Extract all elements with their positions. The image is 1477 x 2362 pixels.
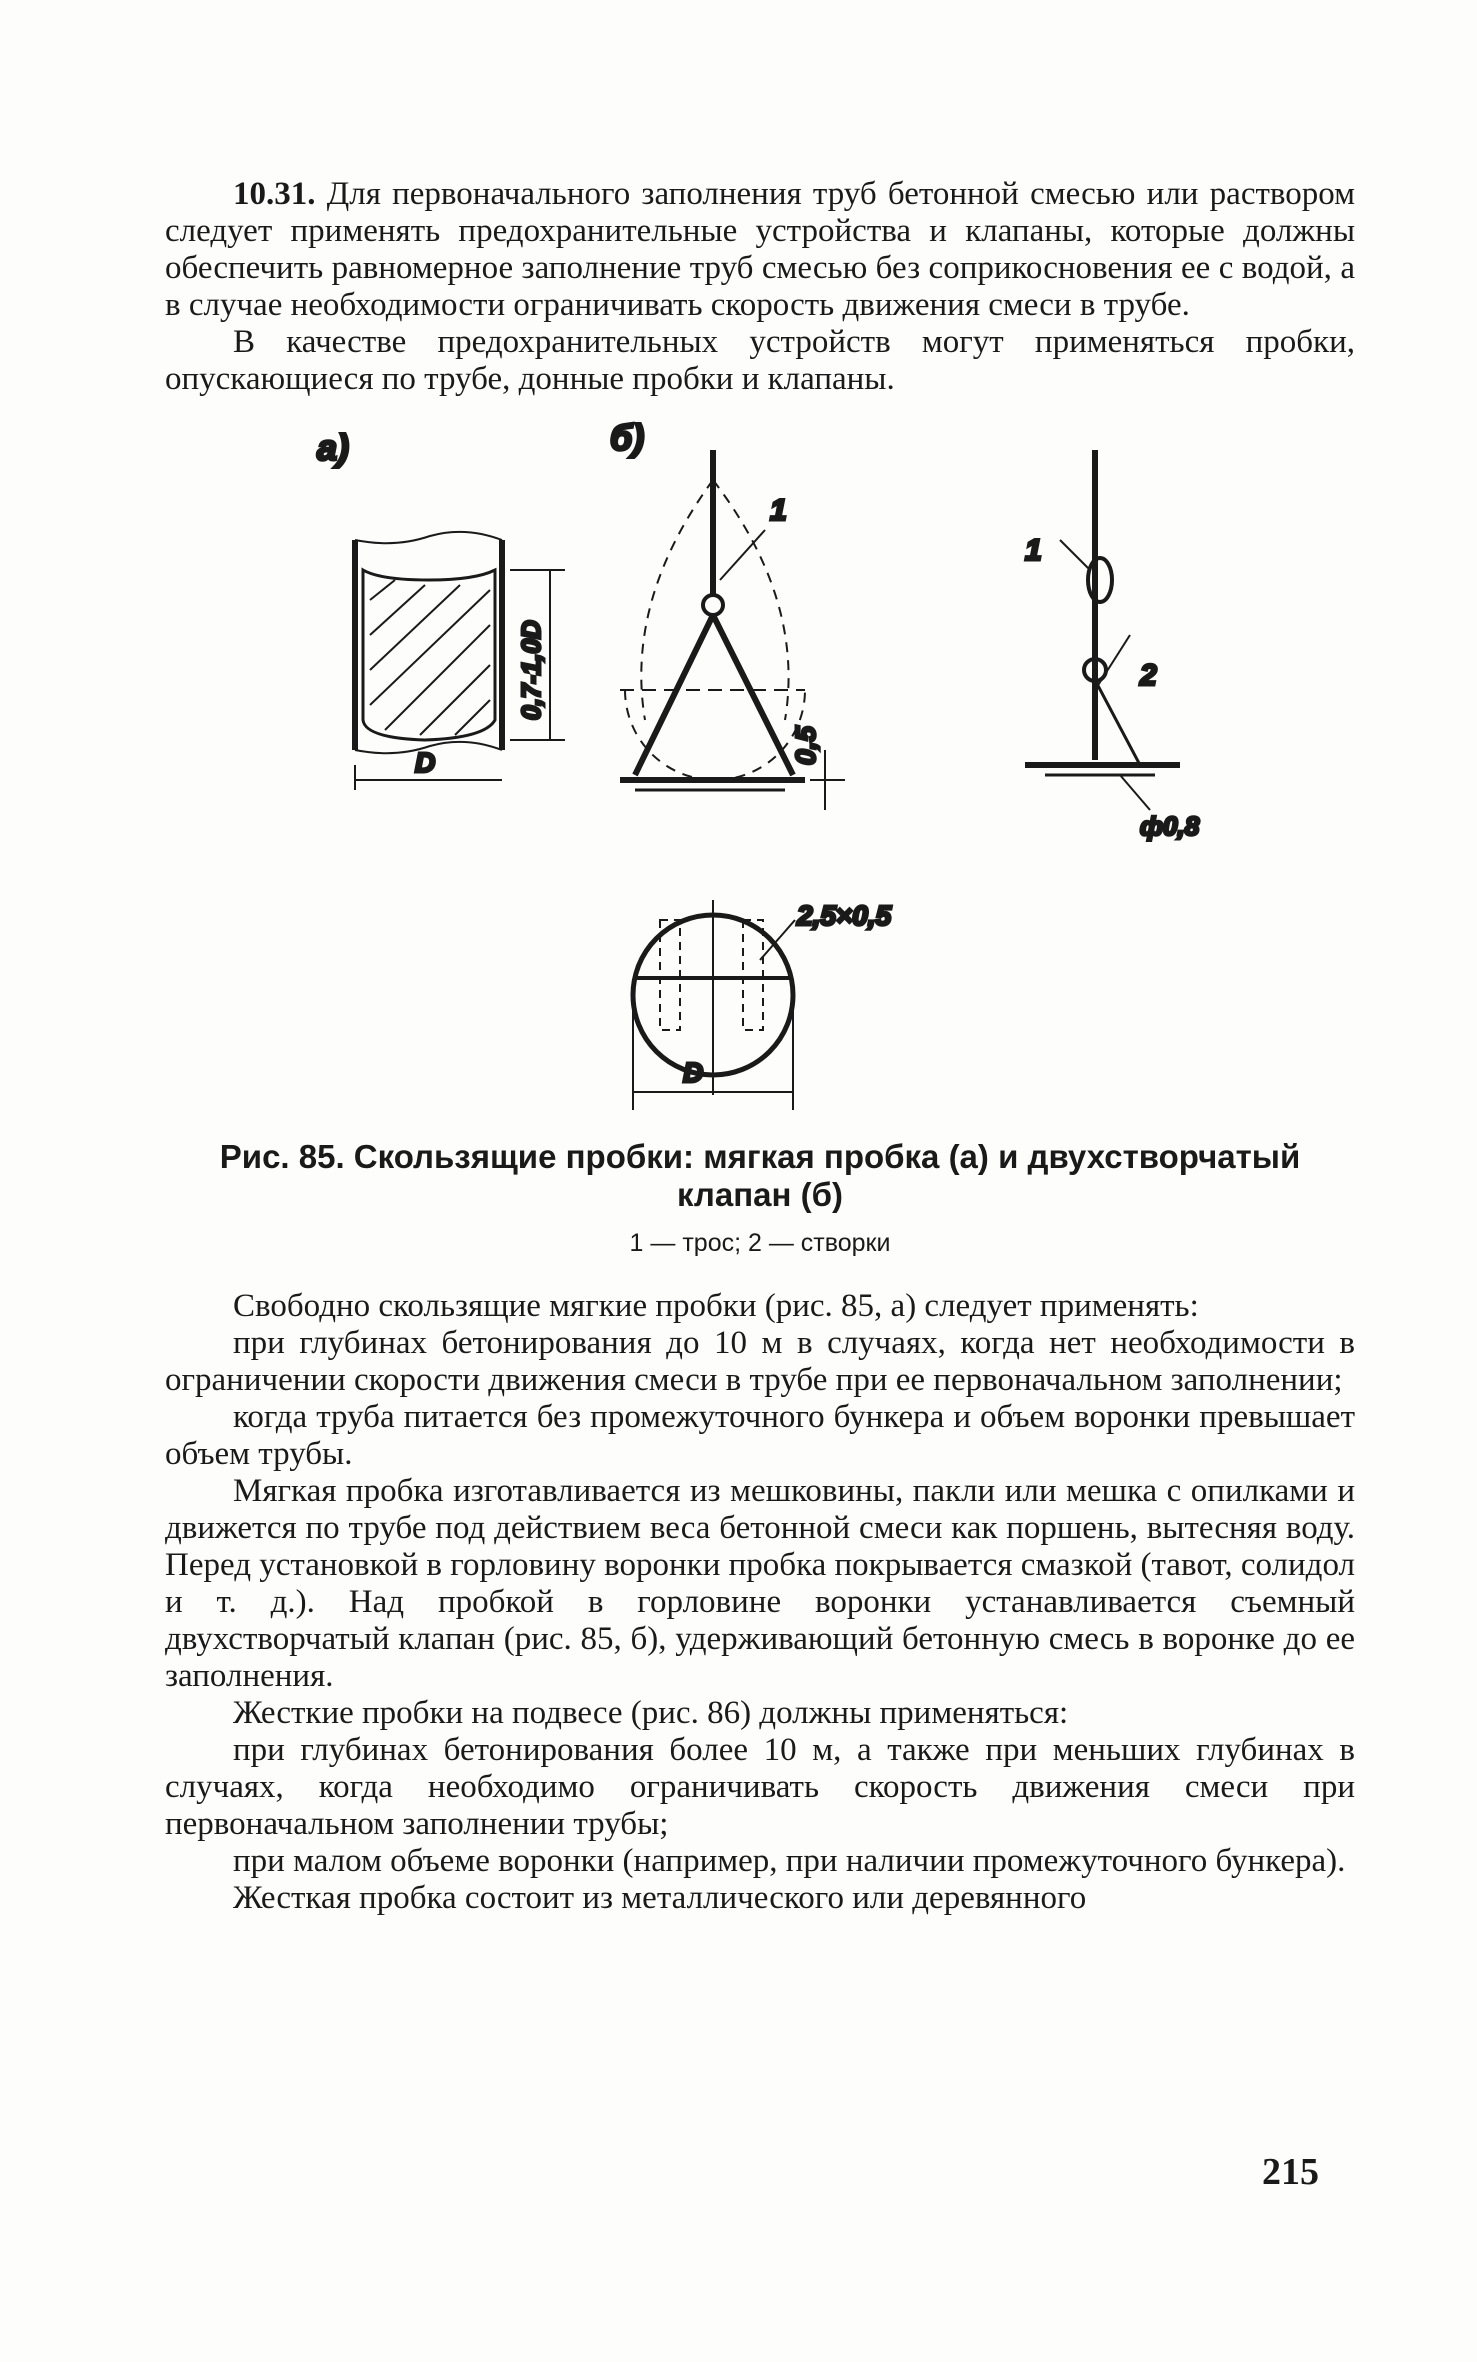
marker-2: 2	[1140, 659, 1157, 692]
dim-d-b: D	[683, 1057, 704, 1088]
marker-1-side: 1	[1025, 534, 1042, 567]
paragraph: В качестве предохранительных устройств могут применяться пробки, опускающиеся по трубе, донные пробки и клапаны.	[165, 324, 1355, 397]
page-number: 215	[1262, 2151, 1319, 2193]
label-b: б)	[610, 420, 645, 458]
paragraph: Жесткие пробки на подвесе (рис. 86) должны применяться:	[233, 1695, 1069, 1731]
paragraph: при малом объеме воронки (например, при наличии промежуточного бункера).	[233, 1843, 1346, 1879]
paragraph-10-31	[165, 176, 1355, 324]
paragraph: при глубинах бетонирования более 10 м, а также при меньших глубинах в случаях, когда необходимо ограничивать скорость движения смеси при первоначальном заполнении трубы;	[165, 1732, 1355, 1842]
marker-1-valve: 1	[770, 494, 787, 527]
paragraph-text: Для первоначального заполнения труб бетонной смесью или раствором следует применять предохранительные устройства и клапаны, которые должны обеспечить равномерное заполнение труб смесью без соприкосновения ее с водой, а в случае необходимости ограничивать скорость движения смеси в трубе.	[165, 176, 1355, 323]
figure-caption: Рис. 85. Скользящие пробки: мягкая пробка (а) и двухстворчатый клапан (б)	[219, 1138, 1301, 1213]
label-a: а)	[317, 427, 350, 468]
dim-d-a: D	[415, 747, 436, 778]
paragraph: Свободно скользящие мягкие пробки (рис. 85, а) следует применять:	[233, 1288, 1199, 1324]
paragraph: когда труба питается без промежуточного бункера и объем воронки превышает объем трубы.	[165, 1399, 1355, 1472]
paragraph: при глубинах бетонирования до 10 м в случаях, когда нет необходимости в ограничении скорости движения смеси в трубе при ее первоначальном заполнении;	[165, 1325, 1355, 1398]
dim-05: 0,5	[790, 726, 821, 765]
figure-85	[165, 420, 1355, 1130]
page-content	[165, 176, 1355, 1917]
section-number: 10.31.	[233, 176, 316, 212]
dim-phi: ф0,8	[1140, 811, 1200, 841]
figure-drawing	[165, 420, 1355, 1130]
figure-legend: 1 — трос; 2 — створки	[629, 1229, 891, 1257]
dim-height: 0,7-1,0D	[516, 620, 546, 720]
paragraph: Жесткая пробка состоит из металлического или деревянного	[233, 1880, 1087, 1916]
dim-slot: 2,5×0,5	[797, 900, 892, 931]
paragraph: Мягкая пробка изготавливается из мешковины, пакли или мешка с опилками и движется по трубе под действием веса бетонной смеси как поршень, вытесняя воду. Перед установкой в горловину воронки пробка покрывается смазкой (тавот, солидол и т. д.). Над пробкой в горловине воронки устанавливается съемный двухстворчатый клапан (рис. 85, б), удерживающий бетонную смесь в воронке до ее заполнения.	[165, 1473, 1355, 1694]
